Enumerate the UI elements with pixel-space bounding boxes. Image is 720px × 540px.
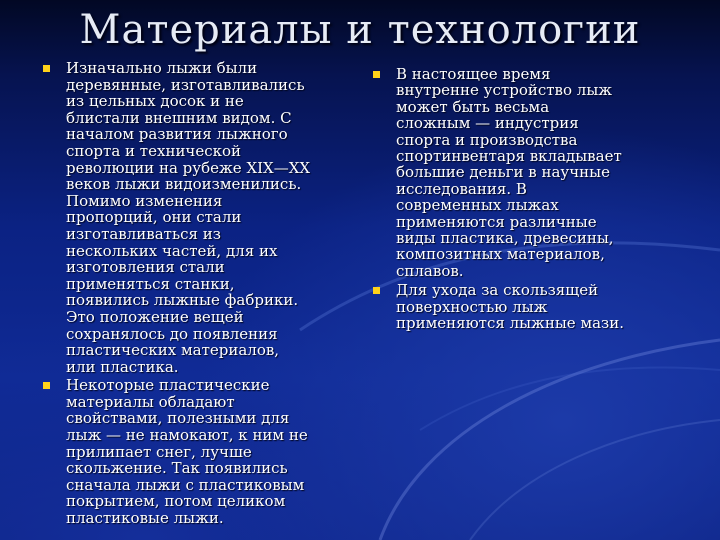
left-column [40, 60, 340, 529]
square-bullet-icon [43, 382, 50, 389]
square-bullet-icon [373, 71, 380, 78]
bullet-item [40, 60, 340, 375]
slide-title: Материалы и технологии [79, 7, 641, 53]
bullet-item [40, 377, 340, 526]
bullet-item [370, 66, 690, 279]
bullet-text: Для ухода за скользящей поверхностью лыж применяются лыжные мази. [396, 281, 624, 333]
right-column [370, 66, 690, 335]
bullet-text: В настоящее время внутренне устройство лыж может быть весьма сложным — индустрия спорта и производства спортинвентаря вкладывает большие деньги в научные исследования. В современных лыжах применяются различные виды пластика, древесины, композитных материалов, сплавов. [396, 65, 622, 280]
square-bullet-icon [43, 65, 50, 72]
bullet-item [370, 282, 690, 331]
bullet-text: Некоторые пластические материалы обладают свойствами, полезными для лыж — не намокают, к ним не прилипает снег, лучше скольжение. Так появились сначала лыжи с пластиковым покрытием, потом целиком пластиковые лыжи. [66, 376, 308, 528]
bullet-text: Изначально лыжи были деревянные, изготавливались из цельных досок и не блистали внешним видом. С началом развития лыжного спорта и технической революции на рубеже XIX—XX веков лыжи видоизменились. Помимо изменения пропорций, они стали изготавливаться из нескольких частей, для их изготовления стали применяться станки, появились лыжные фабрики. Это положение вещей сохранялось до появления пластических материалов, или пластика. [66, 59, 311, 376]
square-bullet-icon [373, 287, 380, 294]
